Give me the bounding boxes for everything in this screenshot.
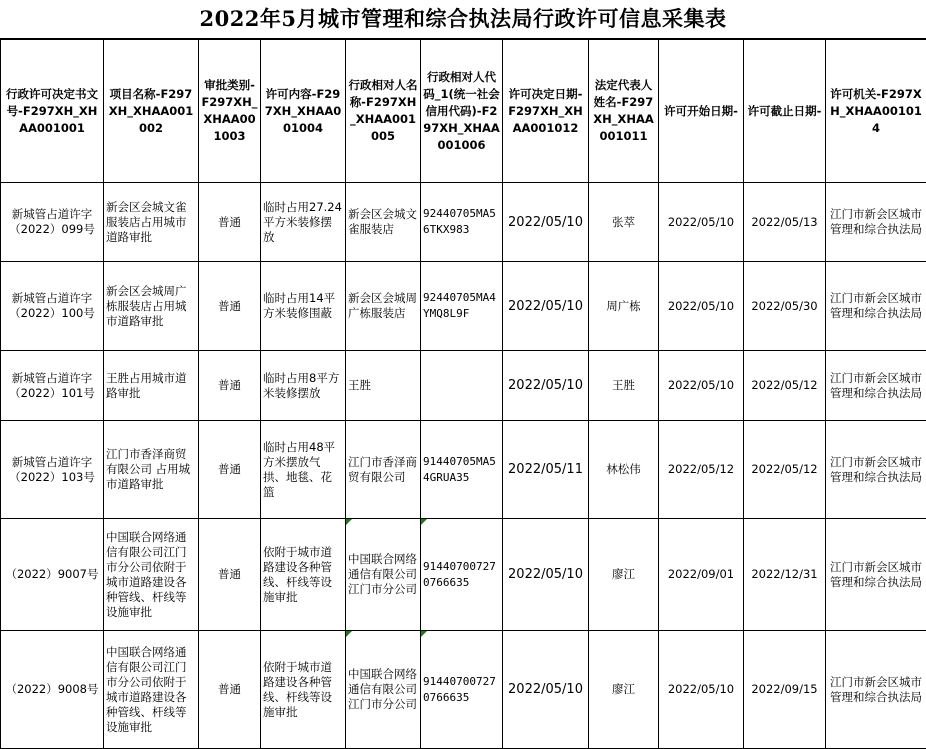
permit-table [0, 39, 926, 749]
cell-license-content[interactable]: 临时占用14平方米装修围蔽 [261, 262, 346, 351]
header-cell[interactable]: 许可内容-F297XH_XHAA001004 [261, 40, 346, 183]
cell-approval-type[interactable]: 普通 [199, 183, 261, 262]
table-row [1, 183, 926, 262]
header-cell[interactable]: 许可开始日期- [659, 40, 744, 183]
cell-authority[interactable]: 江门市新会区城市管理和综合执法局 [826, 351, 926, 421]
cell-authority[interactable]: 江门市新会区城市管理和综合执法局 [826, 183, 926, 262]
cell-counterparty-name[interactable]: 江门市香泽商贸有限公司 [346, 421, 421, 519]
cell-legal-rep[interactable]: 周广栋 [589, 262, 659, 351]
cell-start-date[interactable]: 2022/09/01 [659, 519, 744, 631]
cell-legal-rep[interactable]: 张萃 [589, 183, 659, 262]
cell-approval-type[interactable]: 普通 [199, 421, 261, 519]
cell-decision-date[interactable]: 2022/05/10 [503, 351, 589, 421]
cell-legal-rep[interactable]: 王胜 [589, 351, 659, 421]
cell-authority[interactable]: 江门市新会区城市管理和综合执法局 [826, 262, 926, 351]
cell-decision-date[interactable]: 2022/05/10 [503, 183, 589, 262]
cell-project-name[interactable]: 新会区会城文雀服装店占用城市道路审批 [104, 183, 199, 262]
cell-approval-type[interactable]: 普通 [199, 351, 261, 421]
cell-start-date[interactable]: 2022/05/10 [659, 631, 744, 749]
cell-license-no[interactable]: 新城管占道许字（2022）103号 [1, 421, 104, 519]
cell-project-name[interactable]: 新会区会城周广栋服装店占用城市道路审批 [104, 262, 199, 351]
cell-counterparty-name[interactable]: 新会区会城文雀服装店 [346, 183, 421, 262]
cell-approval-type[interactable]: 普通 [199, 519, 261, 631]
cell-end-date[interactable]: 2022/12/31 [744, 519, 826, 631]
cell-license-content[interactable]: 临时占用8平方米装修摆放 [261, 351, 346, 421]
cell-counterparty-name[interactable]: 王胜 [346, 351, 421, 421]
cell-license-no[interactable]: （2022）9007号 [1, 519, 104, 631]
table-row [1, 519, 926, 631]
header-cell[interactable]: 许可机关-F297XH_XHAA001014 [826, 40, 926, 183]
cell-authority[interactable]: 江门市新会区城市管理和综合执法局 [826, 421, 926, 519]
table-row [1, 262, 926, 351]
cell-license-content[interactable]: 临时占用48平方米摆放气拱、地毯、花篮 [261, 421, 346, 519]
cell-project-name[interactable]: 中国联合网络通信有限公司江门市分公司依附于城市道路建设各种管线、杆线等设施审批 [104, 519, 199, 631]
table-row [1, 421, 926, 519]
cell-project-name[interactable]: 江门市香泽商贸有限公司 占用城市道路审批 [104, 421, 199, 519]
sheet-title: 2022年5月城市管理和综合执法局行政许可信息采集表 [0, 0, 926, 39]
header-cell[interactable]: 法定代表人姓名-F297XH_XHAA001011 [589, 40, 659, 183]
cell-decision-date[interactable]: 2022/05/11 [503, 421, 589, 519]
cell-legal-rep[interactable]: 林松伟 [589, 421, 659, 519]
cell-credit-code[interactable]: 92440705MA56TKX983 [421, 183, 503, 262]
cell-counterparty-name[interactable]: 中国联合网络通信有限公司江门市分公司 [346, 631, 421, 749]
table-row [1, 351, 926, 421]
cell-credit-code[interactable]: 914407007270766635 [421, 519, 503, 631]
header-cell[interactable]: 项目名称-F297XH_XHAA001002 [104, 40, 199, 183]
header-cell[interactable]: 行政许可决定书文号-F297XH_XHAA001001 [1, 40, 104, 183]
cell-end-date[interactable]: 2022/09/15 [744, 631, 826, 749]
cell-counterparty-name[interactable]: 新会区会城周广栋服装店 [346, 262, 421, 351]
cell-start-date[interactable]: 2022/05/12 [659, 421, 744, 519]
cell-end-date[interactable]: 2022/05/12 [744, 421, 826, 519]
cell-authority[interactable]: 江门市新会区城市管理和综合执法局 [826, 519, 926, 631]
cell-end-date[interactable]: 2022/05/12 [744, 351, 826, 421]
cell-approval-type[interactable]: 普通 [199, 262, 261, 351]
cell-credit-code[interactable]: 91440705MA54GRUA35 [421, 421, 503, 519]
cell-start-date[interactable]: 2022/05/10 [659, 351, 744, 421]
cell-counterparty-name[interactable]: 中国联合网络通信有限公司江门市分公司 [346, 519, 421, 631]
cell-start-date[interactable]: 2022/05/10 [659, 262, 744, 351]
cell-authority[interactable]: 江门市新会区城市管理和综合执法局 [826, 631, 926, 749]
cell-decision-date[interactable]: 2022/05/10 [503, 519, 589, 631]
cell-end-date[interactable]: 2022/05/30 [744, 262, 826, 351]
cell-credit-code[interactable]: 92440705MA4YMQ8L9F [421, 262, 503, 351]
cell-license-no[interactable]: 新城管占道许字（2022）100号 [1, 262, 104, 351]
cell-license-no[interactable]: 新城管占道许字（2022）099号 [1, 183, 104, 262]
table-row [1, 631, 926, 749]
cell-license-content[interactable]: 依附于城市道路建设各种管线、杆线等设施审批 [261, 519, 346, 631]
cell-credit-code[interactable]: 914407007270766635 [421, 631, 503, 749]
cell-decision-date[interactable]: 2022/05/10 [503, 262, 589, 351]
cell-decision-date[interactable]: 2022/05/10 [503, 631, 589, 749]
header-cell[interactable]: 行政相对人名称-F297XH_XHAA001005 [346, 40, 421, 183]
header-cell[interactable]: 审批类别-F297XH_XHAA001003 [199, 40, 261, 183]
cell-end-date[interactable]: 2022/05/13 [744, 183, 826, 262]
cell-license-no[interactable]: 新城管占道许字（2022）101号 [1, 351, 104, 421]
header-cell[interactable]: 行政相对人代码_1(统一社会信用代码)-F297XH_XHAA001006 [421, 40, 503, 183]
cell-project-name[interactable]: 王胜占用城市道路审批 [104, 351, 199, 421]
header-cell[interactable]: 许可截止日期- [744, 40, 826, 183]
cell-project-name[interactable]: 中国联合网络通信有限公司江门市分公司依附于城市道路建设各种管线、杆线等设施审批 [104, 631, 199, 749]
cell-legal-rep[interactable]: 廖江 [589, 519, 659, 631]
cell-credit-code[interactable] [421, 351, 503, 421]
cell-approval-type[interactable]: 普通 [199, 631, 261, 749]
header-cell[interactable]: 许可决定日期-F297XH_XHAA001012 [503, 40, 589, 183]
cell-license-content[interactable]: 临时占用27.24平方米装修摆放 [261, 183, 346, 262]
cell-start-date[interactable]: 2022/05/10 [659, 183, 744, 262]
cell-license-no[interactable]: （2022）9008号 [1, 631, 104, 749]
cell-license-content[interactable]: 依附于城市道路建设各种管线、杆线等设施审批 [261, 631, 346, 749]
cell-legal-rep[interactable]: 廖江 [589, 631, 659, 749]
header-row [1, 40, 926, 183]
